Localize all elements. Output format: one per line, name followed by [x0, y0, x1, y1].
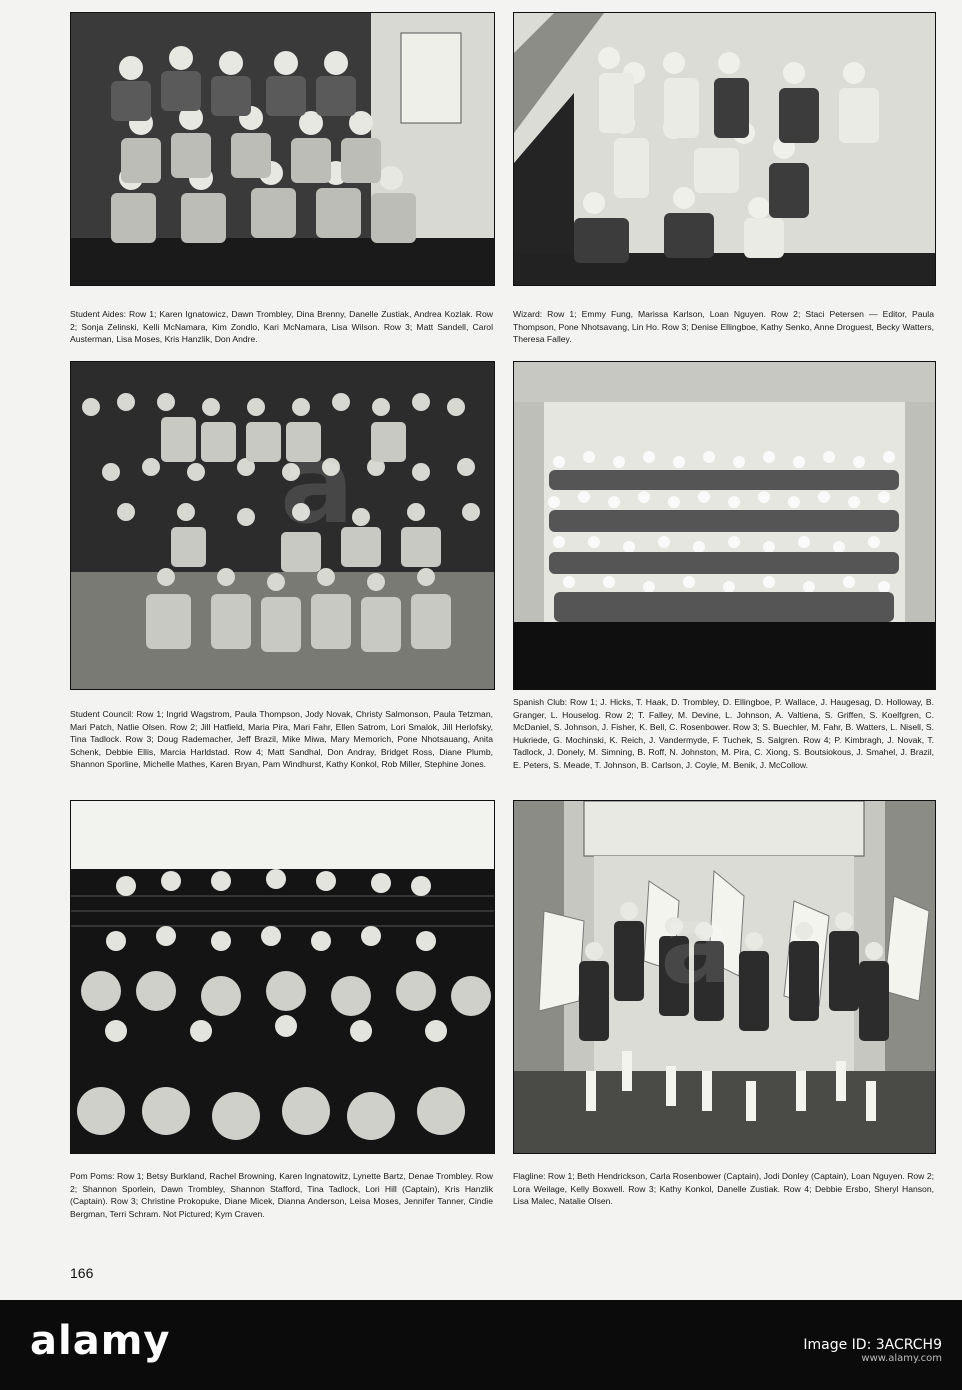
photo-pom-poms	[70, 800, 495, 1154]
alamy-logo: alamy	[30, 1318, 171, 1364]
caption-student-council: Student Council: Row 1; Ingrid Wagstrom, Paula Thompson, Jody Novak, Christy Salmonson, Paula Tetzman, Mari Patch, Natlie Olsen. Row 2; Jill Hatfield, Maria Pira, Mari Fahr, Ellen Satrom, Lori Smalok, Jill Herlofsky, Tina Tadlock. Row 3; Doug Rademacher, Jeff Brazil, Mike Miwa, Mary Memorich, Pone Nhotsauang, Anita Schenk, Debbie Ellis, Marcia Harldstad. Row 4; Matt Sandhal, Don Andray, Bridget Ross, Diane Plumb, Shannon Sporline, Michelle Mathes, Karen Bryan, Pam Windhurst, Kathy Konkol, Rob Miller, Stephine Jones.	[70, 709, 493, 769]
stock-url: www.alamy.com	[861, 1353, 942, 1364]
stock-meta	[642, 1316, 942, 1364]
photo-spanish-club	[513, 361, 936, 690]
caption-student-aides: Student Aides: Row 1; Karen Ignatowicz, Dawn Trombley, Dina Brenny, Danelle Zustiak, Andrea Kozlak. Row 2; Sonja Zelinski, Kelli McNamara, Kim Zondlo, Kari McNamara, Lisa Wilson. Row 3; Matt Sandell, Carol Austerman, Lisa Moses, Kris Hanzlik, Don Andre.	[70, 309, 493, 344]
photo-student-aides	[70, 12, 495, 286]
page-number: 166	[70, 1265, 94, 1281]
caption-flagline: Flagline: Row 1; Beth Hendrickson, Carla Rosenbower (Captain), Jodi Donley (Captain), Loan Nguyen. Row 2; Lora Weilage, Kelly Boxwell. Row 3; Kathy Konkol, Danelle Zustiak. Row 4; Debbie Ersbo, Sheryl Hanson, Lisa Malec, Natalie Olsen.	[513, 1171, 934, 1206]
stock-label-row	[642, 1316, 942, 1331]
photo-wizard	[513, 12, 936, 286]
photo-flagline	[513, 800, 936, 1154]
caption-spanish-club: Spanish Club: Row 1; J. Hicks, T. Haak, D. Trombley, D. Ellingboe, P. Wallace, J. Haugesag, D. Holloway, B. Granger, L. Houselog. Row 2; T. Falley, M. Devine, L. Johnson, A. Valtiena, S. Griffen, S. Koelfgren, C. McDaniel, S. Johnson, J. Fisher, K. Bell, C. Rosenbower. Row 3; S. Buechler, M. Fahr, B. Watters, L. Nisell, S. Hukriede, G. Mochinski, K. Reich, J. Vandermyde, F. Tuchek, S. Salgren. Row 4; P. Kimbragh, J. Novak, T. Tadlock, J. Donely, M. Simning, B. Roff, N. Johnston, M. Pira, C. Xiong, S. Boutsiokous, J. Smahel, J. Brazil, E. Peters, S. Meade, T. Johnson, B. Carlson, J. Coyle, M. Benik, J. McCollow.	[513, 697, 934, 770]
caption-pom-poms: Pom Poms: Row 1; Betsy Burkland, Rachel Browning, Karen Ingnatowitz, Lynette Bartz, Denae Trombley. Row 2; Shannon Sporlein, Dawn Trombley, Shannon Stafford, Tina Tadlock, Lori Hill (Captain), Kris Hanzlik (Captain). Row 3; Christine Prokopuke, Diane Micek, Dianna Anderson, Leisa Moses, Jennifer Tanner, Cindie Bergman, Terri Schram. Not Pictured; Kym Craven.	[70, 1171, 493, 1219]
caption-wizard: Wizard: Row 1; Emmy Fung, Marissa Karlson, Loan Nguyen. Row 2; Staci Petersen — Editor, Paula Thompson, Pone Nhotsavang, Lin Ho. Row 3; Denise Ellingboe, Kathy Senko, Anne Droguest, Becky Watters, Theresa Falley.	[513, 309, 934, 344]
image-id: Image ID: 3ACRCH9	[803, 1337, 942, 1353]
photo-student-council	[70, 361, 495, 690]
